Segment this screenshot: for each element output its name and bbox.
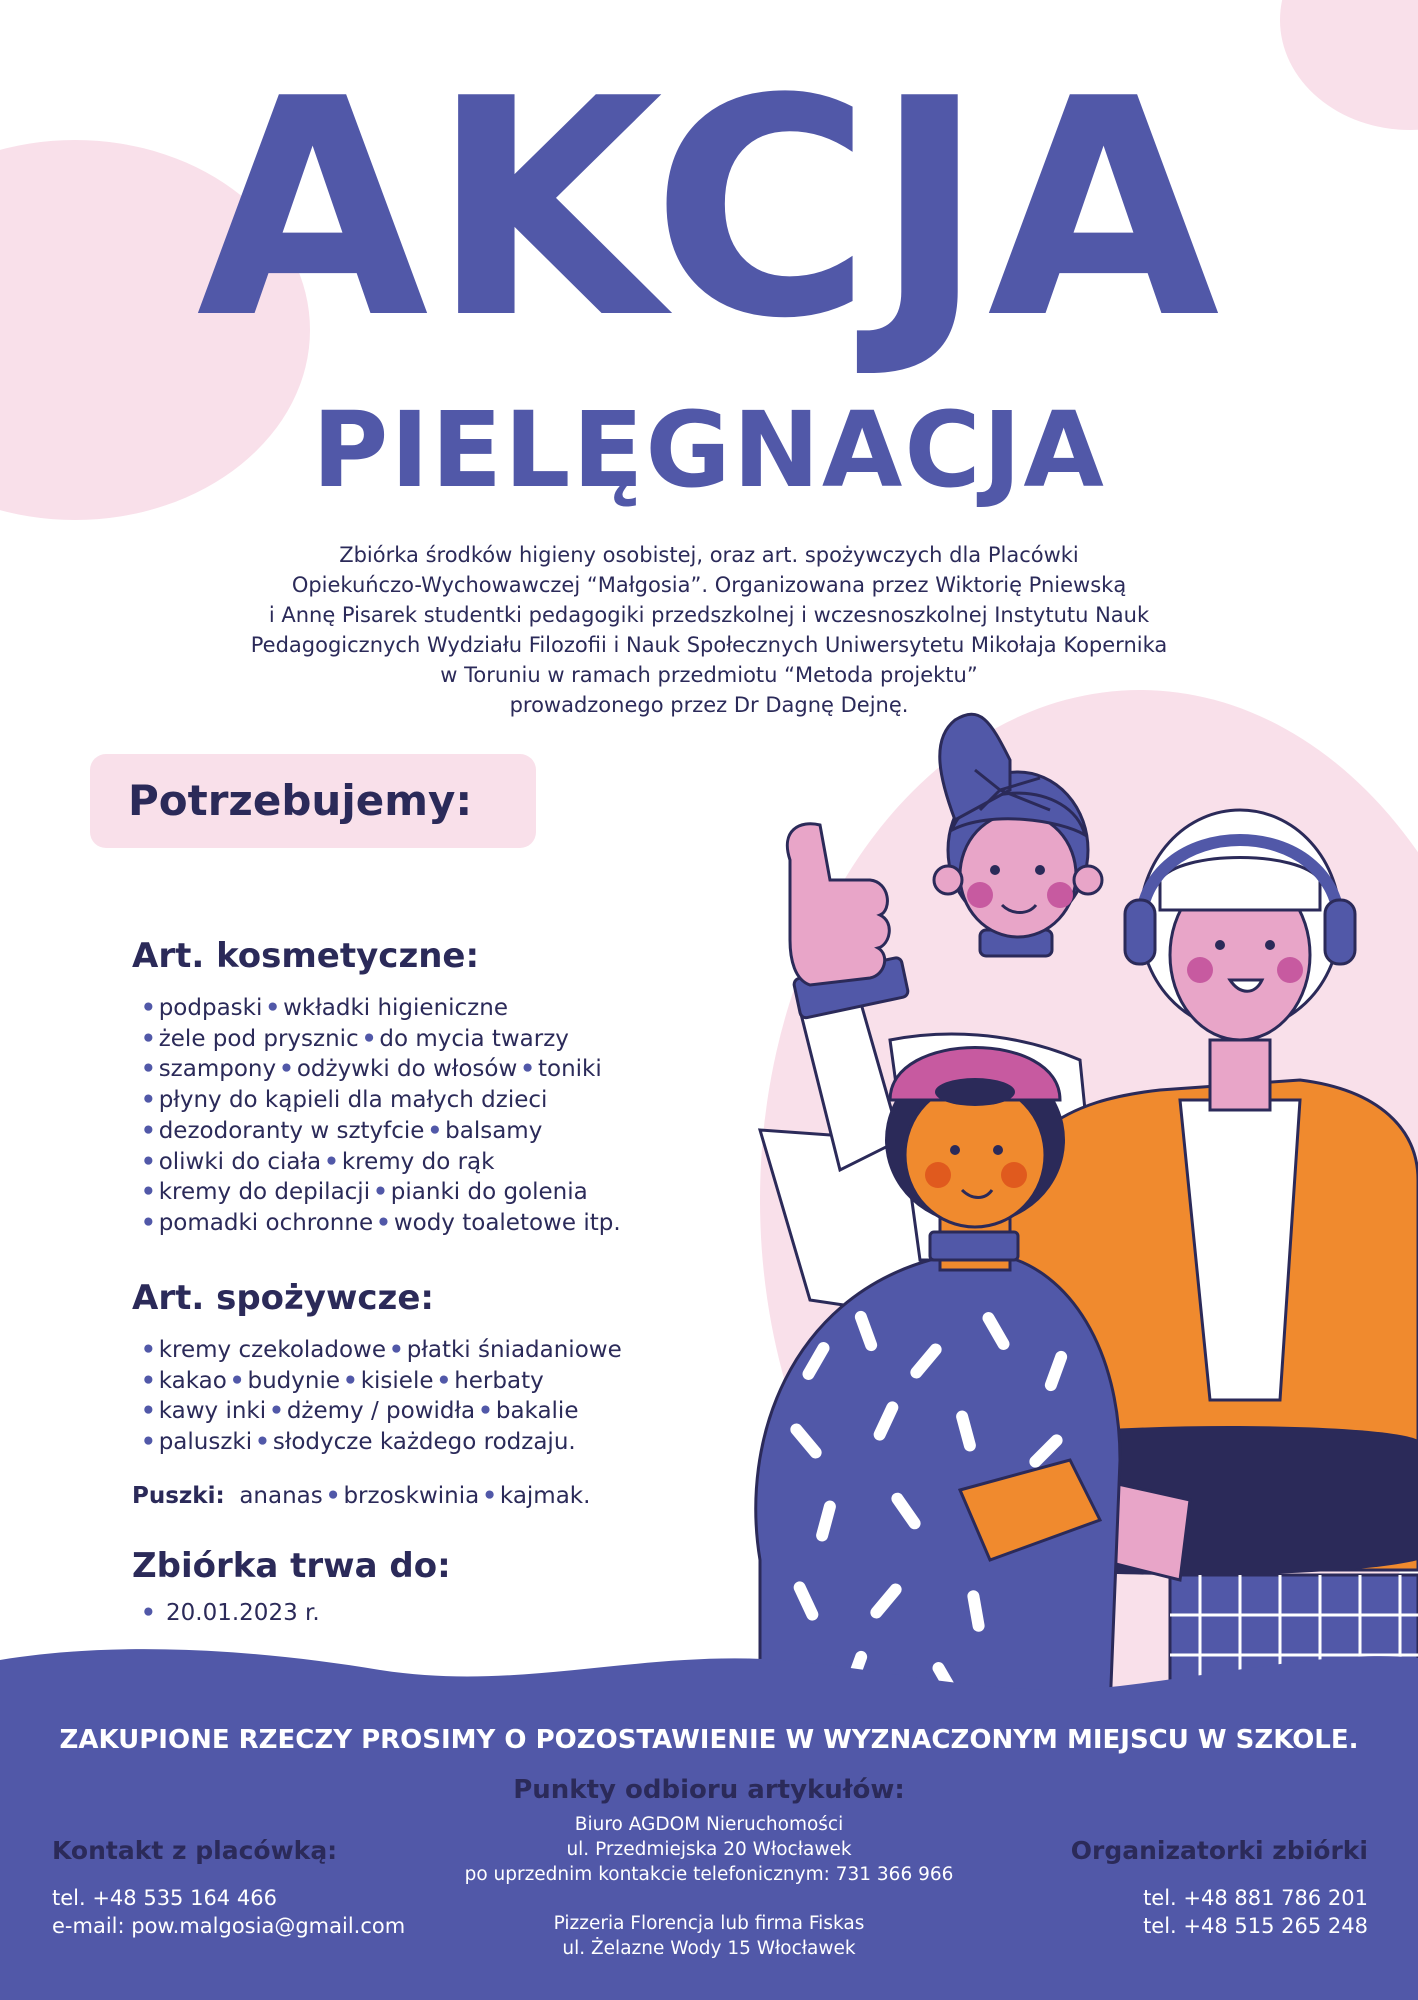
kids-illustration	[740, 700, 1418, 1710]
list-item-text: kakao	[158, 1367, 227, 1394]
list-item-text: paluszki	[158, 1429, 253, 1456]
bullet-dot: •	[141, 1087, 156, 1114]
cans-label: Puszki:	[132, 1483, 225, 1509]
list-item-text: kisiele	[360, 1367, 434, 1394]
bullet-dot: •	[265, 995, 281, 1021]
list-item-text: słodycze każdego rodzaju.	[272, 1429, 576, 1456]
contact-phone: tel. +48 535 164 466	[52, 1886, 277, 1910]
contact-email: e-mail: pow.malgosia@gmail.com	[52, 1914, 406, 1938]
list-item-text: podpaski	[158, 995, 263, 1021]
organizers-info	[1143, 1884, 1368, 1940]
bullet-dot: •	[255, 1429, 270, 1456]
bullet-dot: •	[229, 1367, 245, 1394]
bullet-dot: •	[343, 1367, 358, 1394]
bullet-dot: •	[141, 1179, 156, 1206]
poster-subtitle: PIELĘGNACJA	[312, 389, 1106, 511]
intro-paragraph	[120, 540, 1298, 720]
organizers-heading: Organizatorki zbiórki	[1070, 1836, 1368, 1865]
list-item	[138, 1396, 622, 1427]
list-item-text: dezodoranty w sztyfcie	[158, 1117, 425, 1144]
list-item-text: dżemy / powidła	[286, 1398, 476, 1425]
cans-item: ananas	[239, 1483, 323, 1509]
intro-line: i Annę Pisarek studentki pedagogiki przedszkolnej i wczesnoszkolnej Instytutu Nauk	[268, 603, 1150, 627]
list-item-text: toniki	[538, 1056, 602, 1083]
list-item-text: kawy inki	[158, 1398, 267, 1425]
bullet-dot: •	[141, 1429, 156, 1456]
bullet-dot: •	[427, 1117, 443, 1144]
bullet-dot: •	[279, 1056, 294, 1083]
list-item	[138, 1366, 622, 1397]
list-item-text: odżywki do włosów	[296, 1056, 518, 1083]
list-item	[138, 1085, 621, 1116]
pickup-heading: Punkty odbioru artykułów:	[513, 1775, 905, 1805]
list-item	[138, 1054, 621, 1085]
bullet-dot: •	[141, 1367, 156, 1394]
list-item	[138, 1024, 621, 1055]
list-item-text: szampony	[158, 1056, 277, 1083]
list-item	[138, 1147, 621, 1178]
list-item-text: pomadki ochronne	[158, 1209, 374, 1236]
bullet-dot: •	[141, 1337, 156, 1363]
list-item-text: do mycia twarzy	[379, 1025, 569, 1052]
bullet-dot: •	[373, 1179, 388, 1206]
intro-line: Pedagogicznych Wydziału Filozofii i Nauk Społecznych Uniwersytetu Mikołaja Kopernika	[250, 633, 1168, 657]
bullet-dot: •	[141, 1398, 156, 1425]
intro-line: Opiekuńczo-Wychowawczej “Małgosia”. Organizowana przez Wiktorię Pniewską	[291, 573, 1127, 597]
list-item-text: balsamy	[445, 1117, 543, 1144]
cosmetics-list	[138, 993, 621, 1239]
deadline-heading: Zbiórka trwa do:	[132, 1546, 451, 1586]
list-item-text: żele pod prysznic	[158, 1025, 359, 1052]
food-list	[138, 1335, 622, 1458]
bullet-dot: •	[482, 1483, 497, 1509]
bullet-dot: •	[141, 1025, 156, 1052]
contact-heading: Kontakt z placówką:	[52, 1836, 338, 1865]
needs-label: Potrzebujemy:	[128, 776, 473, 825]
bullet-dot: •	[436, 1367, 452, 1394]
list-item-text: kremy do depilacji	[158, 1179, 371, 1206]
bullet-dot: •	[141, 1117, 156, 1144]
intro-line: Zbiórka środków higieny osobistej, oraz art. spożywczych dla Placówki	[339, 543, 1079, 567]
footer-notice: ZAKUPIONE RZECZY PROSIMY O POZOSTAWIENIE W WYZNACZONYM MIEJSCU W SZKOLE.	[59, 1725, 1359, 1755]
bullet-dot: •	[324, 1148, 339, 1175]
list-item-text: wkładki higieniczne	[283, 995, 508, 1021]
deadline-date: 20.01.2023 r.	[166, 1600, 320, 1626]
list-item	[138, 1177, 621, 1208]
pickup-line: ul. Żelazne Wody 15 Włocławek	[562, 1938, 856, 1959]
cans-line	[132, 1481, 590, 1511]
bullet-dot: •	[141, 1148, 156, 1175]
bullet-dot: •	[269, 1398, 284, 1425]
list-item	[138, 1335, 622, 1366]
bullet-dot: •	[325, 1483, 341, 1509]
contact-info	[52, 1884, 405, 1940]
list-item-text: pianki do golenia	[390, 1179, 588, 1206]
list-item-text: oliwki do ciała	[158, 1148, 322, 1175]
bullet-dot: •	[361, 1025, 377, 1052]
intro-line: w Toruniu w ramach przedmiotu “Metoda projektu”	[440, 663, 978, 687]
bullet-dot: •	[141, 1209, 156, 1236]
poster-title: AKCJA	[196, 35, 1222, 384]
list-item-text: płyny do kąpieli dla małych dzieci	[158, 1087, 548, 1114]
pickup-line: Biuro AGDOM Nieruchomości	[574, 1814, 844, 1835]
bullet-dot: •	[376, 1209, 391, 1236]
bullet-dot: •	[141, 1600, 156, 1626]
cans-item: kajmak.	[499, 1483, 591, 1509]
list-item	[138, 993, 621, 1024]
list-item-text: kremy czekoladowe	[158, 1337, 387, 1363]
pickup-points	[409, 1812, 1009, 1961]
list-item-text: bakalie	[495, 1398, 579, 1425]
list-item	[138, 1208, 621, 1239]
list-item	[138, 1116, 621, 1147]
list-item	[138, 1427, 622, 1458]
bullet-dot: •	[478, 1398, 493, 1425]
food-heading: Art. spożywcze:	[132, 1278, 434, 1318]
list-item-text: budynie	[247, 1367, 341, 1394]
intro-line: prowadzonego przez Dr Dagnę Dejnę.	[509, 693, 909, 717]
bullet-dot: •	[141, 1056, 156, 1083]
pickup-line: Pizzeria Florencja lub firma Fiskas	[553, 1913, 865, 1934]
list-item-text: płatki śniadaniowe	[406, 1337, 622, 1363]
cans-item: brzoskwinia	[343, 1483, 480, 1509]
needs-label-box	[90, 754, 536, 848]
organizer-phone: tel. +48 881 786 201	[1143, 1886, 1368, 1910]
list-item-text: kremy do rąk	[341, 1148, 495, 1175]
bullet-dot: •	[389, 1337, 404, 1363]
pickup-line: ul. Przedmiejska 20 Włocławek	[566, 1839, 852, 1860]
pickup-spacer	[409, 1887, 1009, 1911]
bullet-dot: •	[141, 995, 156, 1021]
bullet-dot: •	[520, 1056, 535, 1083]
organizer-phone: tel. +48 515 265 248	[1143, 1914, 1368, 1938]
pickup-line: po uprzednim kontakcie telefonicznym: 731 366 966	[464, 1864, 954, 1885]
list-item-text: wody toaletowe itp.	[393, 1209, 621, 1236]
list-item-text: herbaty	[454, 1367, 544, 1394]
cosmetics-heading: Art. kosmetyczne:	[132, 936, 480, 976]
